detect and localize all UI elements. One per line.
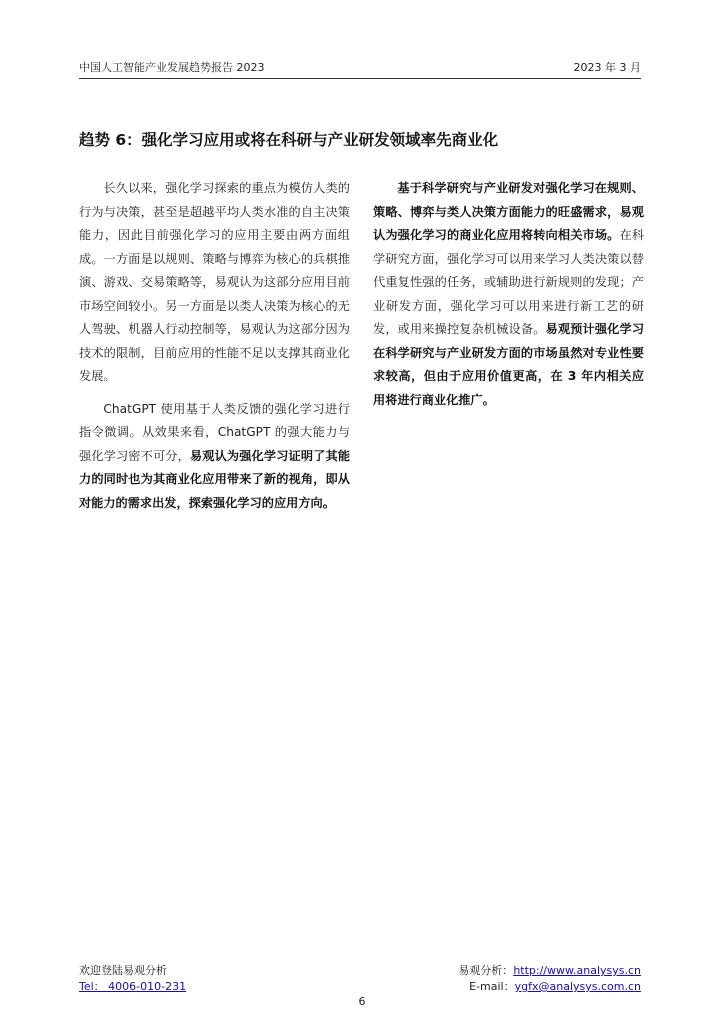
left-column: [79, 177, 350, 524]
left-p2-text: ChatGPT 使用基于人类反馈的强化学习进行指令微调。从效果来看，ChatGPT 的强大能力与强化学习密不可分，: [79, 401, 350, 463]
left-paragraph-2: [79, 398, 350, 516]
right-p1-text: 在科学研究方面，强化学习可以用来学习人类决策以替代重复性强的任务，或辅助进行新规则的发现；产业研发方面，强化学习可以用来进行新工艺的研发，或用来操控复杂机械设备。: [373, 228, 645, 336]
right-p1-bold-text: 基于科学研究与产业研发对强化学习在规则、策略、博弈与类人决策方面能力的旺盛需求，易观认为强化学习的商业化应用将转向相关市场。: [373, 181, 644, 242]
footer-email-label: E-mail：: [469, 980, 515, 993]
report-title-header: 中国人工智能产业发展趋势报告 2023: [79, 61, 265, 74]
section-title: 趋势 6：强化学习应用或将在科研与产业研发领域率先商业化: [79, 131, 499, 149]
footer-right: [458, 963, 641, 995]
page-header: [79, 58, 641, 79]
footer-welcome: 欢迎登陆易观分析: [79, 964, 167, 977]
footer-email-row: [458, 979, 641, 995]
left-paragraph-1: [79, 177, 350, 389]
footer-email-link[interactable]: ygfx@analysys.com.cn: [514, 980, 641, 993]
left-p1-text: 长久以来，强化学习探索的重点为模仿人类的行为与决策，甚至是超越平均人类水准的自主决策能力，因此目前强化学习的应用主要由两方面组成。一方面是以规则、策略与博弈为核心的兵棋推演、游戏、交易策略等，易观认为这部分应用目前市场空间较小。另一方面是以类人决策为核心的无人驾驶、机器人行动控制等，易观认为这部分因为技术的限制，目前应用的性能不足以支撑其商业化发展。: [79, 181, 350, 383]
footer-left: [79, 963, 186, 995]
right-column: [373, 177, 644, 421]
report-date: 2023 年 3 月: [573, 61, 641, 74]
right-paragraph-1: [373, 177, 644, 412]
page-number: 6: [358, 995, 366, 1008]
right-p1-bold-text-2: 易观预计强化学习在科学研究与产业研发方面的市场虽然对专业性要求较高，但由于应用价值更高，在 3 年内相关应用将进行商业化推广。: [373, 322, 645, 407]
footer-tel-link[interactable]: Tel： 4006-010-231: [79, 980, 187, 993]
left-p2-bold-text: 易观认为强化学习证明了其能力的同时也为其商业化应用带来了新的视角，即从对能力的需求出发，探索强化学习的应用方向。: [79, 448, 351, 510]
footer-website-row: [458, 963, 641, 979]
footer-website-label: 易观分析：: [458, 964, 514, 977]
footer-website-link[interactable]: http://www.analysys.cn: [513, 964, 641, 977]
